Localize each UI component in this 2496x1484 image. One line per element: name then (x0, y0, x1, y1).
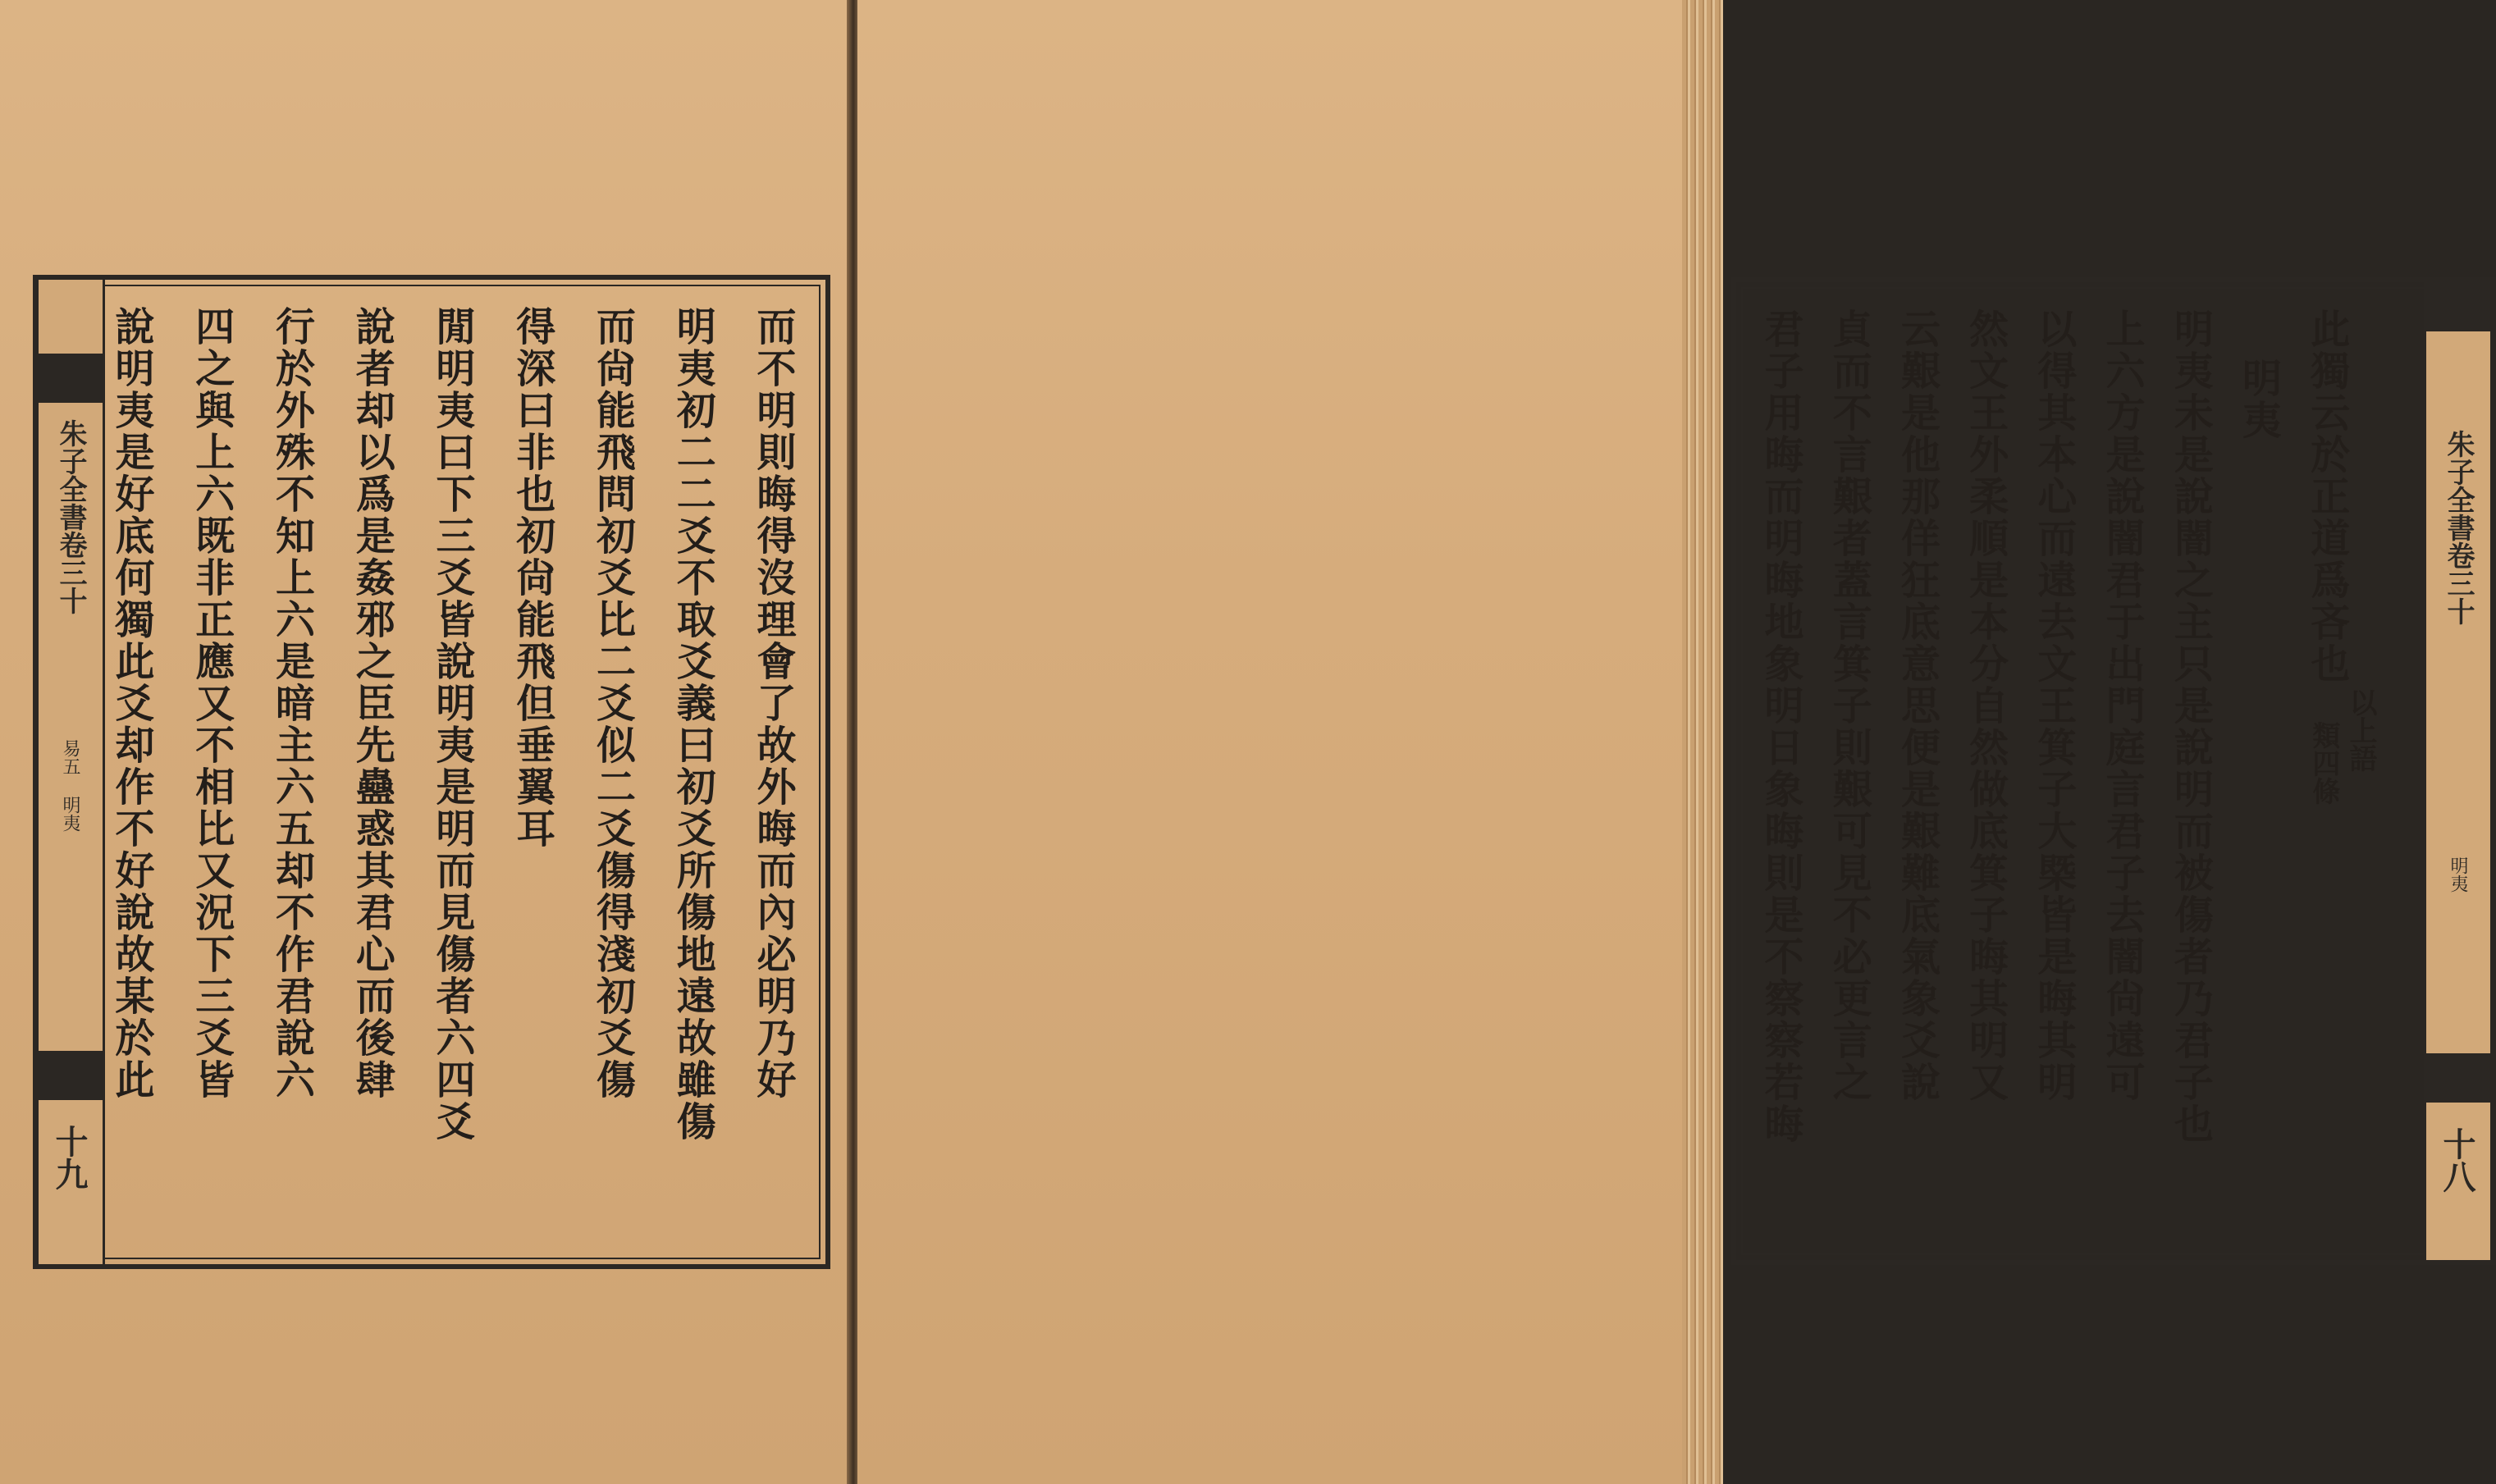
left-margin-title: 朱子全書卷三十 (54, 419, 87, 614)
right-page-number: 十八 (2438, 1127, 2476, 1193)
text-column: 而尙能飛問初爻比二爻似二爻傷得淺初爻傷 (589, 306, 636, 1101)
left-margin-section: 易五 明夷 (60, 739, 80, 832)
text-column: 此獨云於正道爲吝也 (2303, 308, 2350, 685)
note-line: 類四條 (2306, 721, 2340, 805)
right-page (857, 0, 2476, 1484)
text-column: 說者却以爲是姦邪之臣先蠱惑其君心而後肆 (349, 306, 395, 1101)
text-column: 四之與上六既非正應又不相比又況下三爻皆 (188, 306, 235, 1101)
page-edges (1682, 0, 1723, 1484)
right-text-frame (1731, 277, 2496, 1265)
fish-tail-upper-icon (2426, 282, 2490, 331)
text-column: 云艱是他那佯狂底意思便是艱難底氣象爻說 (1894, 308, 1941, 1103)
left-page (0, 0, 849, 1484)
right-margin-title: 朱子全書卷三十 (2442, 430, 2475, 625)
text-column: 以得其本心而遠去文王箕子大槩皆是晦其明 (2030, 308, 2077, 1103)
left-page-number: 十九 (50, 1125, 89, 1190)
fish-tail-lower-icon (2426, 1053, 2490, 1103)
text-column: 閒明夷曰下三爻皆說明夷是明而見傷者六四爻 (429, 306, 475, 1143)
right-text-columns (1758, 308, 2377, 1237)
text-column: 得深曰非也初尙能飛但垂翼耳 (509, 306, 555, 850)
left-block-heart (36, 280, 105, 1264)
text-column: 明夷初二二爻不取爻義曰初爻所傷地遠故雖傷 (670, 306, 716, 1143)
left-text-frame (33, 275, 830, 1269)
left-text-columns (108, 306, 796, 1241)
text-column: 而不明則晦得沒理會了故外晦而內必明乃好 (750, 306, 796, 1101)
right-margin-section: 明夷 (2448, 856, 2468, 893)
text-column: 君子用晦而明晦地象明日象晦則是不察察若晦 (1758, 308, 1803, 1145)
first-column-group (2303, 308, 2377, 805)
fish-tail-upper-icon (39, 354, 103, 403)
fish-tail-lower-icon (39, 1051, 103, 1100)
text-column: 上六方是說闇君于出門庭言君子去闇尙遠可 (2099, 308, 2146, 1103)
text-column: 貞而不言艱者蓋言箕子則艱可見不必更言之 (1826, 308, 1872, 1103)
interlinear-note (2307, 688, 2376, 805)
text-column: 說明夷是好底何獨此爻却作不好說故某於此 (108, 306, 154, 1101)
right-block-heart (2424, 282, 2493, 1260)
text-column: 行於外殊不知上六是暗主六五却不作君說六 (268, 306, 315, 1101)
text-column: 明夷未是說闇之主只是說明而被傷者乃君子也 (2167, 308, 2214, 1145)
text-column: 然文王外柔順是本分自然做底箕子晦其明又 (1962, 308, 2009, 1103)
section-heading: 明夷 (2235, 358, 2282, 441)
note-line: 以上語 (2343, 688, 2377, 772)
